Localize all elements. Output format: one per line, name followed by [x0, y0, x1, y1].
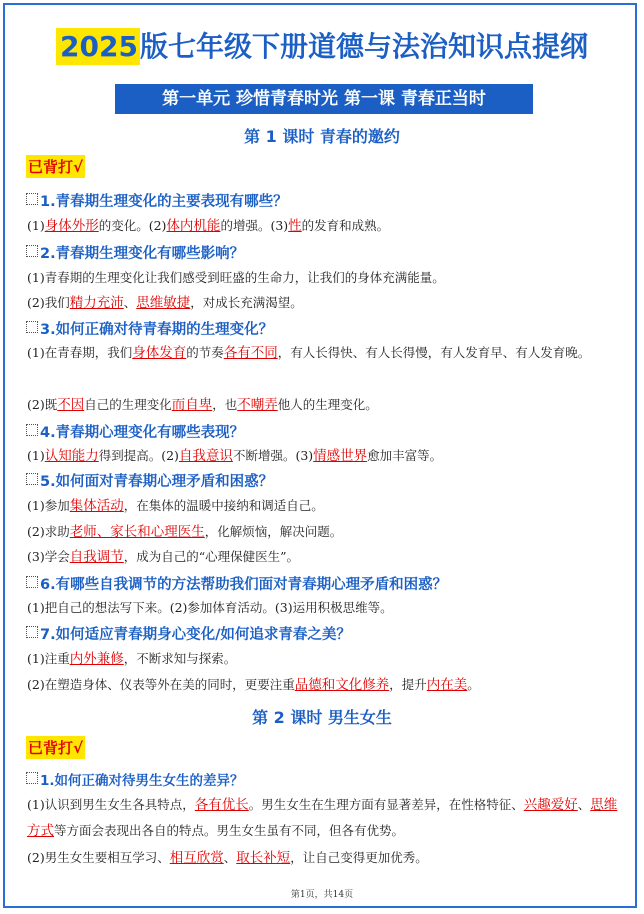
page-footer: 第1页，共14页: [290, 890, 354, 900]
question-7: 7.如何适应青春期身心变化/如何追求青春之美？: [26, 623, 351, 644]
answer-text: ，化解烦恼，解决问题。: [204, 524, 343, 539]
checkbox-icon[interactable]: [26, 321, 38, 333]
answer-text: 自己的生理变化: [84, 397, 172, 412]
checkbox-icon[interactable]: [26, 626, 38, 638]
answer-text: ，提升: [389, 677, 427, 692]
answer-text: (1): [27, 448, 45, 463]
answer-text: 得到提高。(2): [98, 448, 179, 463]
checkbox-icon[interactable]: [26, 576, 38, 588]
question-2: 2.青春期生理变化有哪些影响？: [26, 242, 244, 263]
answer-text: (1)参加: [27, 498, 70, 513]
keyword-highlight: 内在美: [426, 677, 468, 693]
memorized-check-1: 已背打√: [26, 155, 85, 178]
answer-text: (1)在青春期，我们: [27, 345, 133, 360]
keyword-highlight: 身体发育: [132, 345, 187, 361]
answer-7-1: [27, 649, 619, 669]
question-6: 6.有哪些自我调节的方法帮助我们面对青春期心理矛盾和困惑？: [26, 573, 447, 594]
answer-text: 等方面会表现出各自的特点。男生女生虽有不同，但各有优势。: [54, 823, 405, 838]
keyword-highlight: 思维敏捷: [136, 295, 191, 311]
keyword-highlight: 品德和文化修养: [294, 677, 390, 693]
answer-7-2: [27, 675, 619, 695]
keyword-highlight: 取长补短: [236, 850, 291, 866]
checkbox-icon[interactable]: [26, 473, 38, 485]
keyword-highlight: 思维方式: [27, 797, 618, 839]
keyword-highlight: 各有优长: [194, 797, 249, 813]
question-3: 3.如何正确对待青春期的生理变化？: [26, 318, 273, 339]
answer-text: 不断增强。(3): [232, 448, 314, 463]
answer-text: (2)求助: [27, 524, 70, 539]
answer-text: 他人的生理变化。: [277, 397, 378, 412]
answer-5-3: [27, 547, 619, 567]
answer-6: (1)把自己的想法写下来。(2)参加体育活动。(3)运用积极思维等。: [27, 600, 393, 615]
title-text: 版七年级下册道德与法治知识点提纲: [139, 30, 588, 63]
title-year: 2025: [56, 28, 140, 65]
keyword-highlight: 自我意识: [178, 448, 233, 464]
keyword-highlight: 自我调节: [69, 549, 124, 565]
checkbox-icon[interactable]: [26, 772, 38, 784]
answer-text: 的变化。(2): [98, 218, 167, 233]
keyword-highlight: 不因: [57, 397, 85, 413]
keyword-highlight: 身体外形: [44, 218, 99, 234]
question-4: 4.青春期心理变化有哪些表现？: [26, 421, 244, 442]
keyword-highlight: 认知能力: [44, 448, 99, 464]
answer-text: ，成为自己的“心理保健医生”。: [123, 549, 300, 564]
answer-text: (2)男生女生要相互学习、: [27, 850, 170, 865]
unit-banner: 第一单元 珍惜青春时光 第一课 青春正当时: [115, 84, 533, 114]
answer-text: 、: [577, 797, 591, 812]
question-2-1: 1.如何正确对待男生女生的差异？: [26, 769, 244, 789]
answer-text: 的发育和成熟。: [301, 218, 390, 233]
memorized-check-2: 已背打√: [26, 736, 85, 759]
answer-3-2: [27, 395, 619, 415]
answer-text: ，在集体的温暖中接纳和调适自己。: [123, 498, 324, 513]
answer-text: 。: [467, 677, 480, 692]
answer-text: 的增强。(3): [220, 218, 289, 233]
question-1: 1.青春期生理变化的主要表现有哪些？: [26, 190, 288, 211]
answer-text: (1): [27, 218, 45, 233]
answer-1: [27, 216, 619, 236]
lesson-heading-2: 第 2 课时 男生女生: [252, 708, 392, 727]
keyword-highlight: 集体活动: [69, 498, 124, 514]
keyword-highlight: 情感世界: [313, 448, 368, 464]
keyword-highlight: 体内机能: [166, 218, 221, 234]
keyword-highlight: 内外兼修: [69, 651, 124, 667]
keyword-highlight: 而自卑: [171, 397, 213, 413]
answer-text: 的节奏: [186, 345, 224, 360]
answer-text: (2)在塑造身体、仪表等外在美的同时，更要注重: [27, 677, 295, 692]
answer-2-1: (1)青春期的生理变化让我们感受到旺盛的生命力，让我们的身体充满能量。: [27, 270, 445, 285]
lesson-heading-1: 第 1 课时 青春的邀约: [244, 127, 400, 146]
answer-text: (3)学会: [27, 549, 70, 564]
answer-3-1: [27, 340, 619, 366]
answer-text: 。男生女生在生理方面有显著差异，在性格特征、: [248, 797, 524, 812]
keyword-highlight: 精力充沛: [69, 295, 124, 311]
answer-b1: [27, 792, 619, 844]
keyword-highlight: 老师、家长和心理医生: [69, 524, 205, 540]
checkbox-icon[interactable]: [26, 424, 38, 436]
answer-text: (1)注重: [27, 651, 70, 666]
keyword-highlight: 性: [288, 218, 302, 234]
answer-4: [27, 446, 619, 466]
answer-text: 、: [123, 295, 137, 310]
answer-b2: [27, 848, 619, 868]
answer-text: (2)我们: [27, 295, 70, 310]
answer-text: ，对成长充满渴望。: [190, 295, 303, 310]
keyword-highlight: 不嘲弄: [237, 397, 278, 413]
answer-text: ，也: [212, 397, 238, 412]
answer-text: ，有人长得快、有人长得慢，有人发育早、有人发育晚。: [277, 345, 591, 360]
answer-text: ，让自己变得更加优秀。: [290, 850, 428, 865]
checkbox-icon[interactable]: [26, 245, 38, 257]
answer-5-1: [27, 496, 619, 516]
answer-text: ，不断求知与探索。: [123, 651, 237, 666]
answer-text: (2)既: [27, 397, 58, 412]
answer-text: 、: [223, 850, 237, 865]
question-5: 5.如何面对青春期心理矛盾和困惑？: [26, 470, 273, 491]
keyword-highlight: 相互欣赏: [169, 850, 224, 866]
doc-title: [0, 27, 644, 67]
keyword-highlight: 各有不同: [223, 345, 278, 361]
answer-text: 愈加丰富等。: [367, 448, 443, 463]
keyword-highlight: 兴趣爱好: [523, 797, 578, 813]
answer-text: (1)认识到男生女生各具特点，: [27, 797, 195, 812]
answer-2-2: [27, 293, 619, 313]
answer-5-2: [27, 522, 619, 542]
checkbox-icon[interactable]: [26, 193, 38, 205]
